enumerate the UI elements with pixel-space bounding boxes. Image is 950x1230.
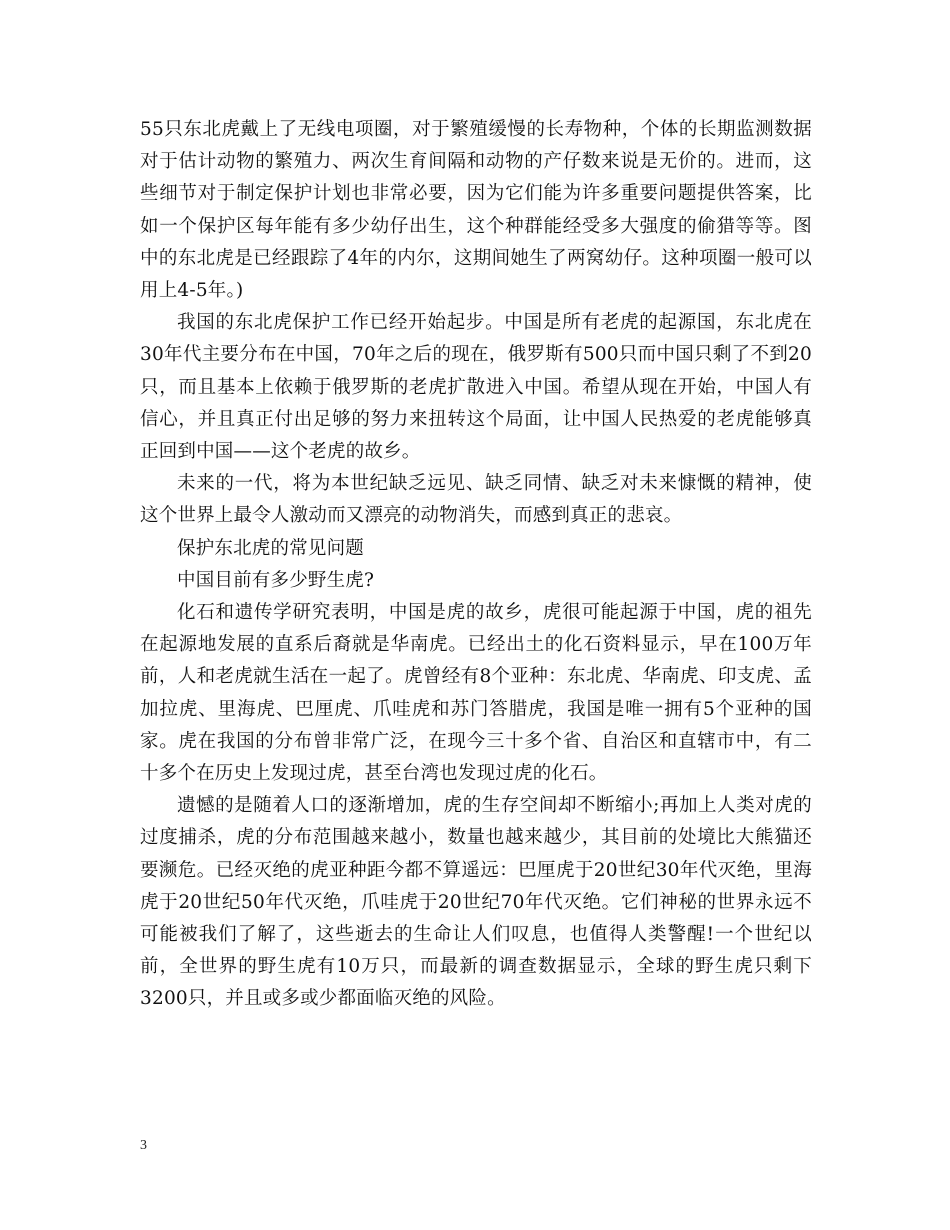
- paragraph-collar-monitoring: 55只东北虎戴上了无线电项圈，对于繁殖缓慢的长寿物种，个体的长期监测数据对于估计动物的繁殖力、两次生育间隔和动物的产仔数来说是无价的。进而，这些细节对于制定保护计划也非常必要，因为它们能为许多重要问题提供答案，比如一个保护区每年能有多少幼仔出生，这个种群能经受多大强度的偷猎等等。图中的东北虎是已经跟踪了4年的内尔，这期间她生了两窝幼仔。这种项圈一般可以用上4-5年。): [140, 119, 812, 302]
- question-wild-tigers: 中国目前有多少野生虎?: [177, 569, 375, 591]
- paragraph-tiger-origin: 化石和遗传学研究表明，中国是虎的故乡，虎很可能起源于中国，虎的祖先在起源地发展的直系后裔就是华南虎。已经出土的化石资料显示，早在100万年前，人和老虎就生活在一起了。虎曾经有8个亚种：东北虎、华南虎、印支虎、孟加拉虎、里海虎、巴厘虎、爪哇虎和苏门答腊虎，我国是唯一拥有5个亚种的国家。虎在我国的分布曾非常广泛，在现今三十多个省、自治区和直辖市中，有二十多个在历史上发现过虎，甚至台湾也发现过虎的化石。: [140, 602, 812, 785]
- section-heading-faq: 保护东北虎的常见问题: [177, 537, 365, 559]
- paragraph-tiger-decline: 遗憾的是随着人口的逐渐增加，虎的生存空间却不断缩小;再加上人类对虎的过度捕杀，虎的分布范围越来越小，数量也越来越少，其目前的处境比大熊猫还要濒危。已经灭绝的虎亚种距今都不算遥远：巴厘虎于20世纪30年代灭绝，里海虎于20世纪50年代灭绝，爪哇虎于20世纪70年代灭绝。它们神秘的世界永远不可能被我们了解了，这些逝去的生命让人们叹息，也值得人类警醒!一个世纪以前，全世界的野生虎有10万只，而最新的调查数据显示，全球的野生虎只剩下3200只，并且或多或少都面临灭绝的风险。: [140, 795, 812, 1010]
- document-body: [140, 114, 812, 1016]
- page-number: 3: [140, 1138, 147, 1153]
- paragraph-china-protection: 我国的东北虎保护工作已经开始起步。中国是所有老虎的起源国，东北虎在30年代主要分布在中国，70年之后的现在，俄罗斯有500只而中国只剩了不到20只，而且基本上依赖于俄罗斯的老虎扩散进入中国。希望从现在开始，中国人有信心，并且真正付出足够的努力来扭转这个局面，让中国人民热爱的老虎能够真正回到中国——这个老虎的故乡。: [140, 312, 812, 463]
- paragraph-future-generation: 未来的一代，将为本世纪缺乏远见、缺乏同情、缺乏对未来慷慨的精神，使这个世界上最令人激动而又漂亮的动物消失，而感到真正的悲哀。: [140, 473, 812, 527]
